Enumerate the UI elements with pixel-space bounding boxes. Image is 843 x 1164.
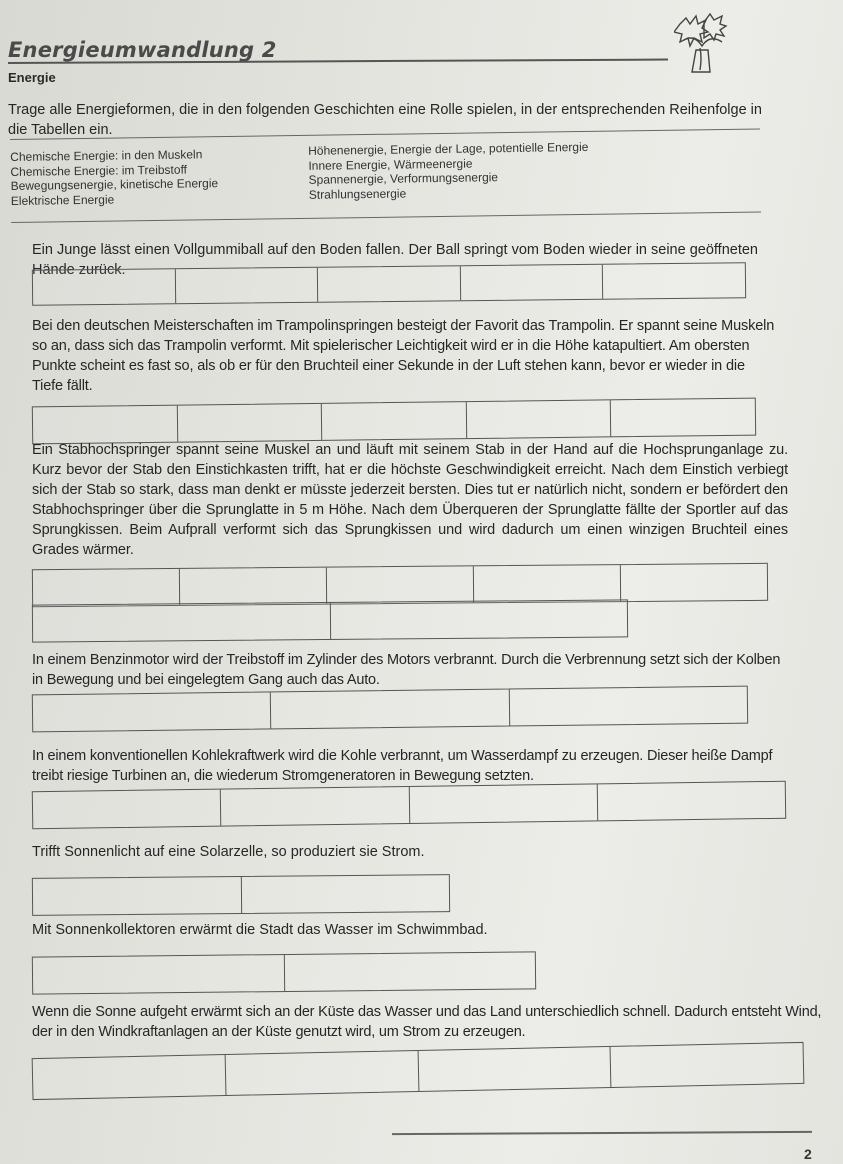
answer-table-7 [32,951,536,994]
task-number [10,746,32,766]
answer-cell[interactable] [467,400,612,438]
task-8 [10,1002,832,1042]
task-5 [10,746,802,786]
task-text: Trifft Sonnenlicht auf eine Solarzelle, so produziert sie Strom. [32,844,425,860]
legend-item: Chemische Energie: in den Muskeln [10,147,203,164]
answer-cell[interactable] [33,269,176,304]
answer-cell[interactable] [33,406,178,444]
answer-cell[interactable] [603,263,745,298]
answer-cell[interactable] [33,877,242,915]
legend-item: Elektrische Energie [10,192,115,208]
answer-cell[interactable] [271,690,510,729]
legend-item: Höhenenergie, Energie der Lage, potentielle Energie [308,139,589,158]
task-number [10,650,32,670]
answer-cell[interactable] [33,1055,227,1099]
task-4 [10,650,792,690]
energy-forms-legend [10,129,761,223]
task-text: In einem Benzinmotor wird der Treibstoff im Zylinder des Motors verbrannt. Durch die Verbrennung setzt sich der Kolben in Bewegung und bei eingelegtem Gang auch das Auto. [32,652,781,688]
answer-cell[interactable] [461,265,604,300]
task-number [10,240,32,260]
answer-cell[interactable] [597,782,785,821]
answer-cell[interactable] [33,955,285,994]
answer-cell[interactable] [621,564,767,601]
task-number [10,316,32,336]
answer-cell[interactable] [322,402,467,440]
answer-table-6 [32,874,450,916]
task-7 [10,920,792,940]
legend-item: Innere Energie, Wärmeenergie [308,156,473,173]
answer-cell[interactable] [33,569,180,606]
answer-cell[interactable] [418,1047,612,1091]
task-number [10,440,32,460]
answer-cell[interactable] [284,952,535,991]
instruction-text: Trage alle Energieformen, die in den folgenden Geschichten eine Rolle spielen, in der entsprechenden Reihenfolge in die Tabellen ein. [8,102,762,138]
answer-cell[interactable] [611,399,755,437]
answer-cell[interactable] [33,603,331,642]
answer-cell[interactable] [180,568,327,605]
answer-cell[interactable] [330,600,627,639]
answer-table-8 [32,1042,805,1100]
legend-item: Bewegungsenergie, kinetische Energie [10,176,219,193]
legend-item: Chemische Energie: im Treibstoff [10,162,188,179]
answer-cell[interactable] [509,687,747,726]
answer-cell[interactable] [225,1051,419,1095]
answer-cell[interactable] [409,784,598,823]
answer-cell[interactable] [221,787,410,826]
answer-table-3-row-2 [32,599,628,642]
answer-cell[interactable] [175,268,318,303]
answer-table-2 [32,398,756,445]
footer-rule [392,1131,812,1135]
answer-cell[interactable] [177,404,322,442]
page-number: 2 [804,1146,812,1162]
task-text: Ein Stabhochspringer spannt seine Muskel an und läuft mit seinem Stab in der Hand auf die Hochsprunganlage zu. Kurz bevor der Stab den Einstichkasten trifft, hat er die höchste Geschwindigkeit erreicht. Nach dem Einstich verbiegt sich der Stab so stark, dass man denkt er müsste jederzeit bersten. Dies tut er natürlich nicht, sondern er befördert den Stabhochspringer über die Sprunglatte in 5 m Höhe. Nach dem Überqueren der Sprunglatte fällte der Sportler auf das Sprungkissen. Beim Aufprall verformt sich das Sprungkissen und wird dadurch um einen winzigen Bruchteil eines Grades wärmer. [32,442,788,558]
task-2 [10,316,777,396]
answer-cell[interactable] [611,1043,804,1087]
answer-cell[interactable] [318,266,461,301]
task-6 [10,842,792,862]
answer-cell[interactable] [327,566,474,603]
task-3 [10,440,788,560]
answer-cell[interactable] [33,790,222,829]
legend-item: Spannenergie, Verformungsenergie [308,170,499,187]
legend-item: Strahlungsenergie [308,185,407,202]
flower-logo-icon [674,10,728,76]
answer-table-5 [32,781,786,830]
task-text: In einem konventionellen Kohlekraftwerk wird die Kohle verbrannt, um Wasserdampf zu erzeugen. Dieser heiße Dampf treibt riesige Turbinen an, die wiederum Stromgeneratoren in Bewegung setzten. [32,748,773,784]
page-subtitle: Energie [8,70,56,85]
task-text: Bei den deutschen Meisterschaften im Trampolinspringen besteigt der Favorit das Trampolin. Er spannt seine Muskeln so an, dass sich das Trampolin verformt. Mit spielerischer Leichtigkeit wird er in die Höhe katapultiert. Am obersten Punkte scheint es fast so, als ob er für den Bruchteil einer Sekunde in der Luft stehen kann, bevor er wieder in die Tiefe fällt. [32,318,775,394]
page-title: Energieumwandlung 2 [8,38,277,62]
answer-cell[interactable] [33,692,272,731]
task-number [10,842,32,862]
answer-table-4 [32,686,748,733]
task-number [10,920,32,940]
task-text: Ein Junge lässt einen Vollgummiball auf den Boden fallen. Der Ball springt vom Boden wieder in seine geöffneten Hände zurück. [32,242,758,278]
task-number [10,1002,32,1022]
task-text: Wenn die Sonne aufgeht erwärmt sich an der Küste das Wasser und das Land unterschiedlich schnell. Dadurch entsteht Wind, der in den Windkraftanlagen an der Küste genutzt wird, um Strom zu erzeugen. [32,1004,822,1040]
answer-table-1 [32,262,746,305]
answer-cell[interactable] [474,565,621,602]
task-text: Mit Sonnenkollektoren erwärmt die Stadt das Wasser im Schwimmbad. [32,922,488,938]
answer-cell[interactable] [241,875,449,913]
